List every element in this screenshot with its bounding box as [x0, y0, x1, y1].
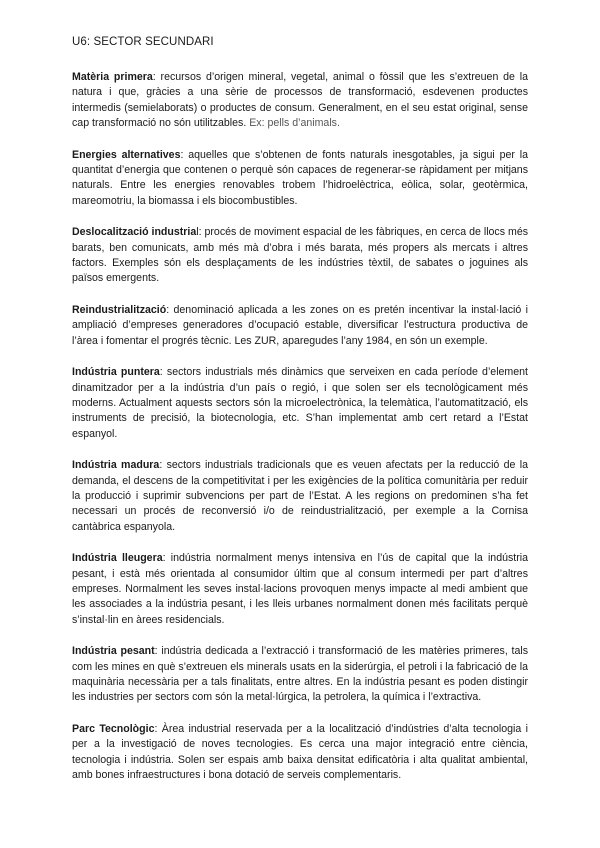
glossary-definition: : recursos d’origen mineral, vegetal, animal o fòssil que les s’extreuen de la natura i que, gràcies a una sèrie de processos de transformació, esdevenen productes intermedis (semielaborats) o productes de consum. Generalment, en el seu estat original, sense cap transformació no són utilitzables. — [72, 71, 528, 129]
glossary-definition: : denominació aplicada a les zones on es pretén incentivar la instal·lació i ampliació d’empreses generadores d’ocupació estable, diversificar l’estructura productiva de l’àrea i fomentar el progrés tècnic. Les ZUR, aparegudes l’any 1984, en són un exemple. — [72, 304, 528, 347]
glossary-term: Indústria madura — [72, 459, 160, 472]
glossary-definition: l: procés de moviment espacial de les fàbriques, en cerca de llocs més barats, ben comunicats, amb més mà d’obra i més barata, més propers als mercats i altres factors. Exemples són els desplaçaments de les indústries tèxtil, de sabates o joguines als països emergents. — [72, 226, 529, 285]
glossary-term: Indústria puntera — [72, 366, 160, 379]
glossary-entry — [72, 722, 528, 783]
glossary-definition: : sectors industrials tradicionals que es veuen afectats per la reducció de la demanda, el descens de la competitivitat i per les exigències de la política comunitària per reduir la producció i suprimir subvencions per part de l’Estat. A les regions on predominen s’ha fet necessari un procés de reconversió i/o de reindustrialització, per exemple a la Cornisa cantàbrica espanyola. — [72, 459, 528, 533]
glossary-entry — [72, 644, 528, 705]
glossary-term: Parc Tecnològic — [72, 723, 155, 736]
glossary-definition: : aquelles que s’obtenen de fonts naturals inesgotables, ja sigui per la quantitat d’energia que contenen o perquè són capaces de regenerar-se ràpidament per mitjans naturals. Entre les energies renovables trobem l’hidroelèctrica, eòlica, solar, geotèrmica, mareomotriu, la biomassa i els biocombustibles. — [72, 148, 528, 207]
glossary-entry — [72, 225, 528, 286]
glossary-term: Indústria lleugera — [72, 552, 163, 565]
glossary-entry — [72, 551, 528, 627]
glossary-entry — [72, 148, 528, 209]
glossary-term: Deslocalització industria — [72, 226, 197, 239]
glossary-entry — [72, 458, 528, 534]
glossary-example: Ex: pells d’animals. — [246, 116, 340, 129]
glossary-definition: : indústria normalment menys intensiva en l’ús de capital que la indústria pesant, i està més orientada al consumidor últim que al consum intermedi per part d’altres empreses. Normalment les seves instal·lacions provoquen menys impacte al medi ambient que les associades a la indústria pesant, i les lleis urbanes normalment donen més facilitats perquè s’instal·lin en àrees residencials. — [72, 552, 528, 626]
page-title: U6: SECTOR SECUNDARI — [72, 36, 214, 48]
glossary-entry — [72, 303, 528, 349]
glossary-term: Energies alternatives — [72, 148, 181, 161]
glossary-term: Reindustrialització — [72, 304, 167, 317]
glossary-definition: : Àrea industrial reservada per a la localització d’indústries d’alta tecnologia i per a la investigació de noves tecnologies. Es cerca una major integració entre ciència, tecnologia i indústria. Solen ser espais amb baixa densitat edificatòria i alta qualitat ambiental, amb bones infraestructures i bona dotació de serveis complementaris. — [72, 723, 529, 781]
glossary-entry — [72, 365, 528, 441]
glossary-term: Matèria primera — [72, 71, 153, 83]
glossary-entry — [72, 70, 528, 131]
glossary-definition: : sectors industrials més dinàmics que serveixen en cada període d’element dinamitzador per a la indústria d’un país o regió, i que solen ser els tecnològicament més moderns. Actualment aquests sectors són la microelectrònica, la telemàtica, l’automatització, els instruments de precisió, la biotecnologia, etc. S’han implementat amb cert retard a l’Estat espanyol. — [72, 366, 528, 440]
glossary-definition: : indústria dedicada a l’extracció i transformació de les matèries primeres, tals com les mines en què s’extreuen els minerals usats en la siderúrgia, el petroli i la fabricació de la maquinària necessària per a tals finalitats, entre altres. En la indústria pesant es poden distingir les industries per sectors com són la metal·lúrgica, la petrolera, la química i l’extractiva. — [72, 645, 528, 704]
glossary-term: Indústria pesant — [72, 645, 155, 658]
